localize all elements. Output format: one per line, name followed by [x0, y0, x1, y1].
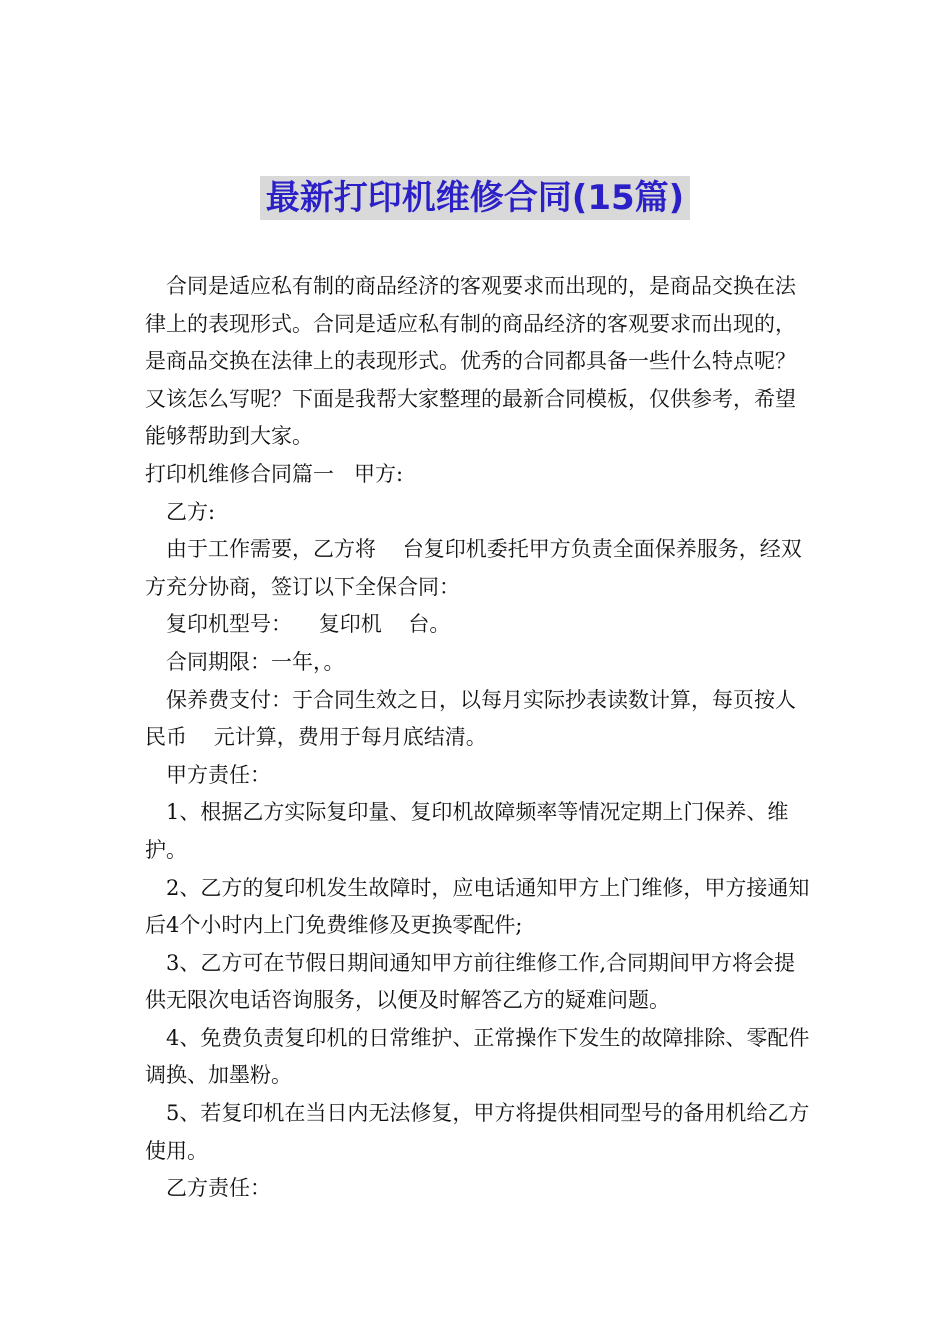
document-body — [145, 268, 815, 1208]
paragraph-duty-1: 1、根据乙方实际复印量、复印机故障频率等情况定期上门保养、维护。 — [145, 800, 789, 862]
document-title: 最新打印机维修合同(15篇) — [260, 176, 690, 220]
paragraph-payment: 保养费支付：于合同生效之日，以每月实际抄表读数计算，每页按人民币 元计算，费用于每月底结清。 — [145, 687, 796, 750]
paragraph-duty-3: 3、乙方可在节假日期间通知甲方前往维修工作,合同期间甲方将会提供无限次电话咨询服务，以便及时解答乙方的疑难问题。 — [145, 950, 796, 1013]
paragraph-duty-4: 4、免费负责复印机的日常维护、正常操作下发生的故障排除、零配件调换、加墨粉。 — [145, 1025, 810, 1088]
title-wrap — [0, 176, 950, 220]
paragraph-duty-5: 5、若复印机在当日内无法修复，甲方将提供相同型号的备用机给乙方使用。 — [145, 1101, 810, 1163]
paragraph-purpose: 由于工作需要，乙方将 台复印机委托甲方负责全面保养服务，经双方充分协商，签订以下全保合同： — [145, 537, 802, 599]
paragraph-section-heading: 打印机维修合同篇一 甲方: — [145, 461, 404, 486]
paragraph-party-b-duties: 乙方责任： — [166, 1176, 271, 1201]
paragraph-model: 复印机型号： 复印机 台。 — [166, 612, 451, 637]
paragraph-duty-2: 2、乙方的复印机发生故障时，应电话通知甲方上门维修，甲方接通知后4个小时内上门免费维修及更换零配件; — [145, 875, 810, 938]
paragraph-term: 合同期限：一年，。 — [166, 649, 345, 674]
paragraph-intro: 合同是适应私有制的商品经济的客观要求而出现的，是商品交换在法律上的表现形式。合同是适应私有制的商品经济的客观要求而出现的，是商品交换在法律上的表现形式。优秀的合同都具备一些什么特点呢？又该怎么写呢？下面是我帮大家整理的最新合同模板，仅供参考，希望能够帮助到大家。 — [145, 274, 796, 449]
paragraph-party-a-duties: 甲方责任： — [166, 762, 271, 787]
paragraph-party-b: 乙方: — [166, 499, 216, 524]
